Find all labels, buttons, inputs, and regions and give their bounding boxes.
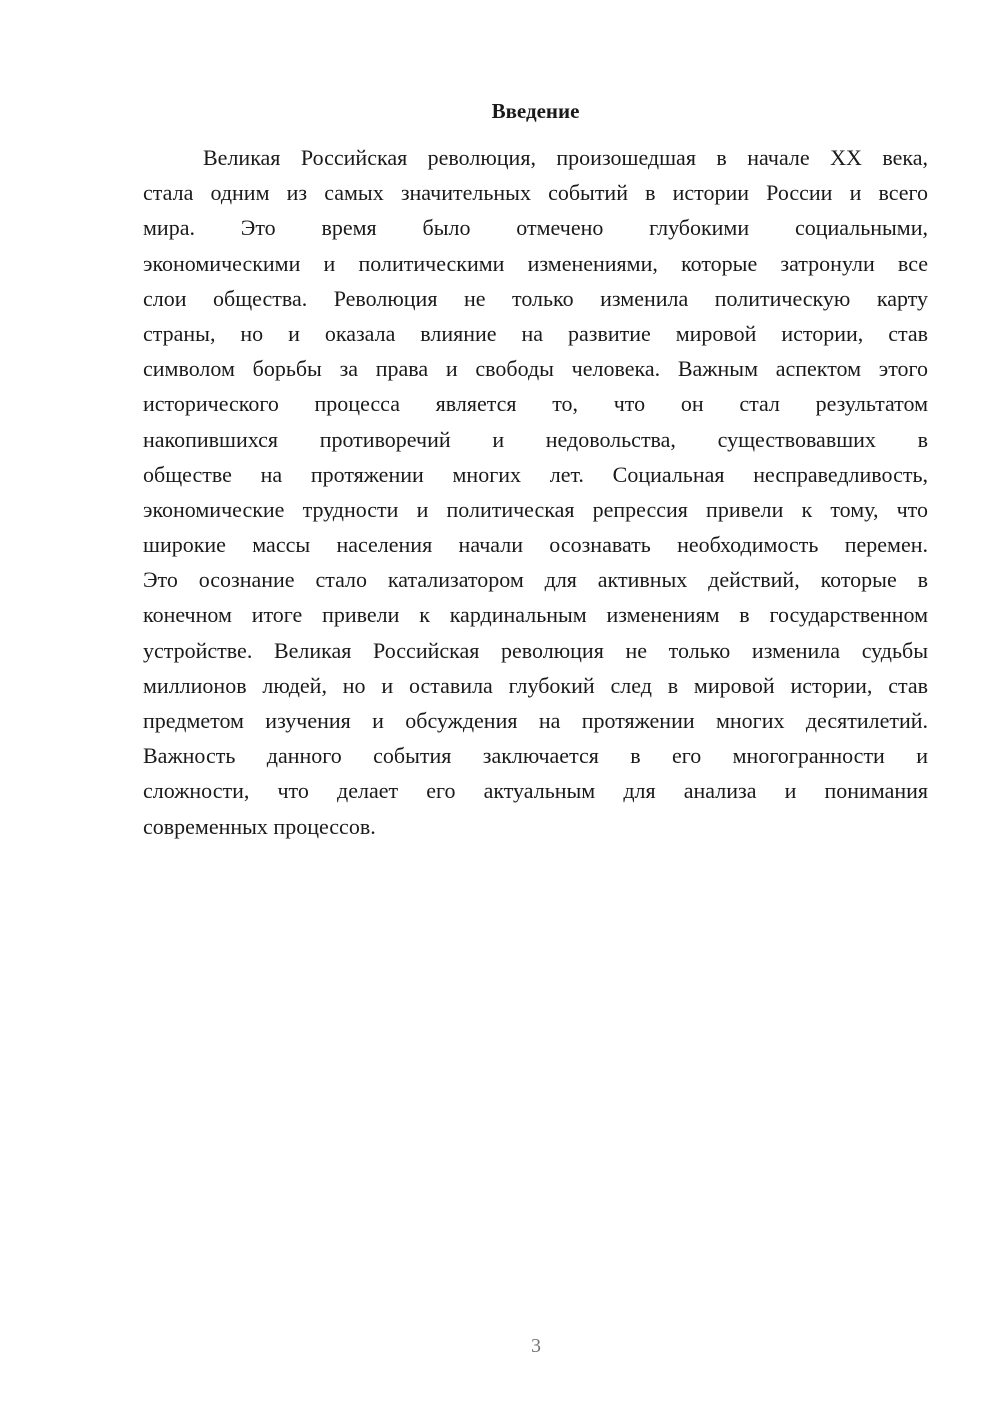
- paragraph-line: конечном итоге привели к кардинальным изменениям в государственном: [143, 602, 928, 628]
- paragraph-line: Важность данного события заключается в его многогранности и: [143, 743, 928, 769]
- paragraph-line: экономические трудности и политическая репрессия привели к тому, что: [143, 496, 928, 522]
- paragraph-line: Это осознание стало катализатором для активных действий, которые в: [143, 567, 928, 593]
- paragraph-line: широкие массы населения начали осознавать необходимость перемен.: [143, 532, 928, 558]
- paragraph-line: миллионов людей, но и оставила глубокий след в мировой истории, став: [143, 672, 928, 698]
- paragraph-line: мира. Это время было отмечено глубокими социальными,: [143, 215, 928, 241]
- paragraph-line: предметом изучения и обсуждения на протяжении многих десятилетий.: [143, 708, 928, 733]
- paragraph-line: стала одним из самых значительных событий в истории России и всего: [143, 180, 928, 206]
- paragraph-line: сложности, что делает его актуальным для анализа и понимания: [143, 778, 928, 804]
- paragraph-line: обществе на протяжении многих лет. Социальная несправедливость,: [143, 461, 928, 487]
- paragraph-line: экономическими и политическими изменениями, которые затронули все: [143, 250, 928, 276]
- paragraph-line: Великая Российская революция, произошедшая в начале XX века,: [203, 145, 928, 170]
- section-heading: Введение: [491, 99, 580, 123]
- paragraph-line: исторического процесса является то, что он стал результатом: [143, 391, 928, 417]
- page-number: 3: [531, 1335, 541, 1357]
- paragraph-line: устройстве. Великая Российская революция не только изменила судьбы: [143, 637, 928, 663]
- paragraph-line: символом борьбы за права и свободы человека. Важным аспектом этого: [143, 356, 928, 382]
- paragraph-line: страны, но и оказала влияние на развитие мировой истории, став: [143, 320, 928, 346]
- paragraph-line: накопившихся противоречий и недовольства, существовавших в: [143, 426, 928, 452]
- introduction-paragraph: [143, 140, 928, 844]
- paragraph-line: слои общества. Революция не только изменила политическую карту: [143, 285, 928, 311]
- paragraph-line: современных процессов.: [143, 813, 376, 839]
